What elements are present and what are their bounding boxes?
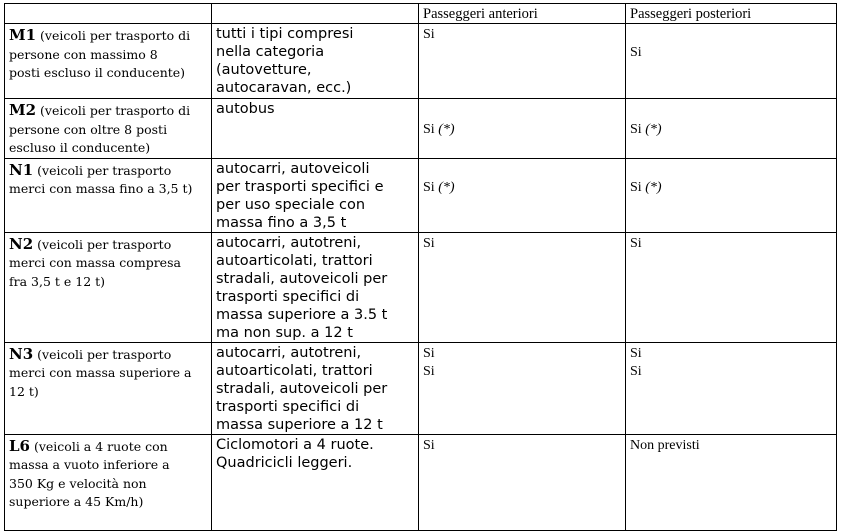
rear-passengers-cell — [626, 99, 837, 159]
vehicles-text: autobus — [216, 101, 275, 117]
vehicles-text: ma non sup. a 12 t — [216, 324, 353, 341]
vehicles-text: autocarri, autotreni, — [216, 344, 362, 361]
vehicles-text: autoarticolati, trattori — [216, 252, 373, 269]
header-rear-passengers: Passeggeri posteriori — [626, 4, 837, 24]
table-row-n1 — [5, 158, 837, 232]
front-value: Si — [423, 122, 435, 137]
category-code: L6 — [9, 436, 30, 455]
category-desc: fra 3,5 t e 12 t) — [9, 273, 106, 289]
vehicle-category-table — [4, 3, 837, 531]
vehicles-text: tutti i tipi compresi — [216, 26, 354, 42]
front-value: Si — [423, 345, 435, 361]
header-category — [5, 4, 212, 24]
vehicles-text: Quadricicli leggeri. — [216, 454, 353, 471]
header-front-passengers: Passeggeri anteriori — [419, 4, 626, 24]
front-value: Si — [423, 363, 435, 379]
rear-value: Si — [630, 345, 642, 361]
category-desc: superiore a 45 Km/h) — [9, 494, 144, 509]
vehicles-cell — [212, 158, 419, 232]
footnote-mark: (*) — [438, 122, 455, 137]
category-desc: merci con massa compresa — [9, 255, 181, 270]
table-row-n3 — [5, 342, 837, 434]
category-desc: (veicoli per trasporto — [33, 346, 172, 362]
front-passengers-cell — [419, 24, 626, 99]
category-desc: massa a vuoto inferiore a — [9, 457, 170, 472]
footnote-mark: (*) — [645, 179, 662, 195]
category-desc: posti escluso il conducente) — [9, 65, 186, 80]
category-desc: 12 t) — [9, 383, 39, 399]
rear-passengers-cell — [626, 434, 837, 530]
front-value: Si — [423, 27, 435, 42]
front-passengers-cell — [419, 342, 626, 434]
vehicles-text: per trasporti specifici e — [216, 178, 384, 195]
category-cell — [5, 99, 212, 159]
category-code: N2 — [9, 234, 34, 253]
category-desc: merci con massa superiore a — [9, 365, 192, 380]
category-cell — [5, 24, 212, 99]
category-cell — [5, 342, 212, 434]
rear-passengers-cell — [626, 24, 837, 99]
table-row-m2 — [5, 99, 837, 159]
table-row-n2 — [5, 232, 837, 342]
table-row-l6 — [5, 434, 837, 530]
category-cell — [5, 232, 212, 342]
vehicles-cell — [212, 342, 419, 434]
category-desc: (veicoli per trasporto di — [36, 103, 191, 118]
category-desc: (veicoli per trasporto — [33, 236, 172, 252]
vehicles-text: autocarri, autotreni, — [216, 234, 362, 251]
vehicles-text: massa fino a 3,5 t — [216, 214, 347, 231]
vehicles-text: trasporti specifici di — [216, 398, 360, 415]
vehicles-text: stradali, autoveicoli per — [216, 270, 388, 287]
footnote-mark: (*) — [645, 122, 662, 137]
category-cell — [5, 158, 212, 232]
vehicles-text: stradali, autoveicoli per — [216, 380, 388, 397]
front-passengers-cell — [419, 99, 626, 159]
vehicles-text: autocaravan, ecc.) — [216, 80, 352, 96]
vehicles-text: trasporti specifici di — [216, 288, 360, 305]
category-code: N1 — [9, 160, 34, 179]
front-value: Si — [423, 235, 435, 251]
category-desc: escluso il conducente) — [9, 140, 151, 155]
vehicles-cell — [212, 99, 419, 159]
vehicles-cell — [212, 434, 419, 530]
category-code: M2 — [9, 101, 37, 119]
table-row-m1 — [5, 24, 837, 99]
rear-value: Si — [630, 45, 642, 60]
table-header-row — [5, 4, 837, 24]
vehicles-cell — [212, 24, 419, 99]
category-desc: 350 Kg e velocità non — [9, 475, 147, 491]
front-passengers-cell — [419, 232, 626, 342]
rear-passengers-cell — [626, 232, 837, 342]
vehicles-text: nella categoria — [216, 44, 325, 60]
category-code: N3 — [9, 344, 34, 363]
category-desc: (veicoli per trasporto — [33, 162, 172, 178]
category-desc: (veicoli a 4 ruote con — [29, 438, 168, 454]
category-code: M1 — [9, 26, 37, 44]
front-passengers-cell — [419, 158, 626, 232]
header-vehicles — [212, 4, 419, 24]
category-desc: (veicoli per trasporto di — [36, 28, 191, 43]
footnote-mark: (*) — [438, 179, 455, 195]
vehicles-text: autoarticolati, trattori — [216, 362, 373, 379]
vehicles-text: Ciclomotori a 4 ruote. — [216, 436, 374, 453]
rear-value: Si — [630, 235, 642, 251]
category-desc: merci con massa fino a 3,5 t) — [9, 181, 193, 196]
vehicles-text: massa superiore a 12 t — [216, 416, 383, 433]
category-desc: persone con oltre 8 posti — [9, 121, 168, 137]
vehicles-text: (autovetture, — [216, 62, 312, 78]
vehicles-text: autocarri, autoveicoli — [216, 160, 370, 177]
rear-value: Si — [630, 122, 642, 137]
rear-passengers-cell — [626, 342, 837, 434]
front-value: Si — [423, 437, 435, 453]
vehicles-text: per uso speciale con — [216, 196, 366, 213]
rear-value: Si — [630, 179, 642, 195]
front-passengers-cell — [419, 434, 626, 530]
rear-value: Non previsti — [630, 437, 700, 453]
rear-value: Si — [630, 363, 642, 379]
rear-passengers-cell — [626, 158, 837, 232]
category-cell — [5, 434, 212, 530]
category-desc: persone con massimo 8 — [9, 46, 158, 62]
vehicles-cell — [212, 232, 419, 342]
front-value: Si — [423, 179, 435, 195]
vehicles-text: massa superiore a 3.5 t — [216, 306, 388, 323]
